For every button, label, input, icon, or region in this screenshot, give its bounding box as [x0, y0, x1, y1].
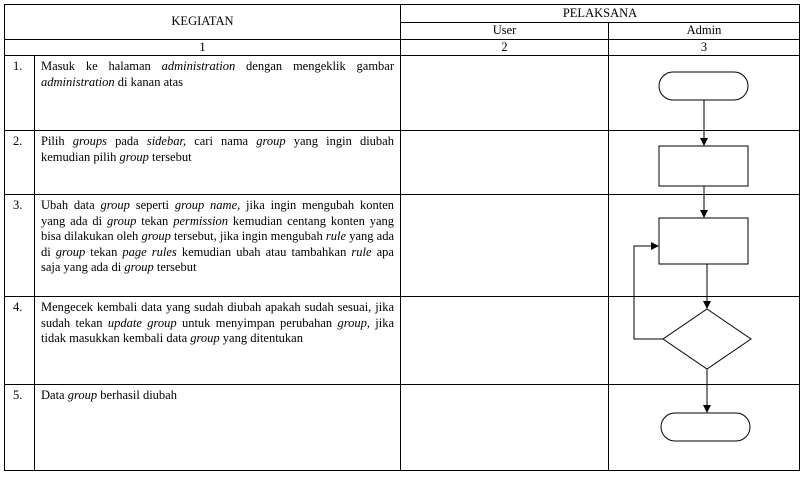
text-run: kemudian ubah atau tambahkan	[176, 244, 352, 259]
text-run: cari nama	[186, 134, 257, 148]
italic-term: group	[124, 260, 154, 274]
admin-cell	[609, 131, 800, 195]
italic-term: group	[119, 149, 149, 164]
user-cell	[401, 385, 609, 471]
sop-table	[4, 4, 800, 471]
italic-term: group	[190, 331, 220, 345]
step-number: 5.	[5, 385, 35, 471]
text-run: seperti	[129, 198, 175, 212]
italic-term: group name,	[174, 198, 241, 212]
step-description	[35, 297, 401, 385]
text-run: dengan mengeklik gambar	[235, 59, 395, 73]
admin-cell	[609, 195, 800, 297]
italic-term: administration	[161, 59, 236, 73]
user-cell	[401, 131, 609, 195]
text-run: yang ingin diubah kemudian pilih	[41, 134, 394, 164]
admin-cell	[609, 385, 800, 471]
text-run: apa saja yang ada di	[41, 244, 394, 274]
step-row	[5, 195, 800, 297]
step-number: 2.	[5, 131, 35, 195]
italic-term: group,	[337, 315, 370, 330]
italic-term: group	[106, 213, 137, 228]
header-col-1: 1	[5, 39, 401, 56]
italic-term: sidebar,	[146, 134, 187, 148]
text-run: Pilih	[41, 134, 73, 148]
step-text	[41, 59, 394, 90]
step-row	[5, 131, 800, 195]
step-row	[5, 385, 800, 471]
step-description	[35, 131, 401, 195]
step-number: 4.	[5, 297, 35, 385]
header-kegiatan: KEGIATAN	[5, 5, 401, 40]
header-admin: Admin	[609, 23, 800, 40]
italic-term: group	[100, 198, 130, 212]
user-cell	[401, 297, 609, 385]
step-text	[41, 300, 394, 347]
text-run: tersebut	[153, 260, 197, 274]
text-run: Masuk ke halaman	[41, 59, 162, 73]
text-run: tersebut, jika ingin mengubah	[170, 229, 326, 243]
italic-term: group	[256, 134, 286, 148]
header-row-numbers	[5, 39, 800, 56]
text-run: pada	[107, 134, 147, 148]
admin-cell	[609, 56, 800, 131]
italic-term: update group	[107, 315, 177, 330]
text-run: Mengecek kembali data yang sudah diubah apakah sudah sesuai, jika sudah tekan	[41, 300, 394, 330]
header-user: User	[401, 23, 609, 40]
header-row-top	[5, 5, 800, 23]
italic-term: rule	[325, 229, 347, 243]
step-number: 1.	[5, 56, 35, 131]
text-run: tersebut	[148, 149, 192, 164]
text-run: tekan	[136, 213, 174, 228]
user-cell	[401, 195, 609, 297]
text-run: Ubah data	[41, 198, 101, 212]
text-run: untuk menyimpan perubahan	[176, 315, 338, 330]
text-run: jika tidak masukkan kembali data	[41, 315, 395, 345]
italic-term: groups	[72, 134, 107, 148]
text-run: di kanan atas	[114, 74, 184, 89]
text-run: yang ditentukan	[219, 331, 303, 345]
text-run: Data	[41, 388, 68, 402]
step-row	[5, 297, 800, 385]
italic-term: rule	[351, 244, 372, 259]
user-cell	[401, 56, 609, 131]
italic-term: page rules	[122, 244, 177, 259]
italic-term: group	[55, 244, 86, 259]
step-description	[35, 195, 401, 297]
header-col-2: 2	[401, 39, 609, 56]
step-description	[35, 385, 401, 471]
text-run: yang ada di	[41, 229, 395, 259]
admin-cell	[609, 297, 800, 385]
step-row	[5, 56, 800, 131]
italic-term: group	[67, 388, 98, 402]
text-run: kemudian centang konten yang bisa dilakukan oleh	[41, 213, 394, 243]
header-col-3: 3	[609, 39, 800, 56]
step-description	[35, 56, 401, 131]
header-pelaksana: PELAKSANA	[401, 5, 800, 23]
text-run: berhasil diubah	[97, 388, 177, 402]
step-text	[41, 388, 394, 404]
text-run: tekan	[85, 244, 123, 259]
step-text	[41, 134, 394, 165]
step-number: 3.	[5, 195, 35, 297]
italic-term: group	[141, 229, 171, 243]
text-run: jika ingin mengubah konten yang ada di	[41, 198, 394, 228]
step-text	[41, 198, 394, 276]
italic-term: permission	[173, 213, 229, 228]
italic-term: administration	[41, 74, 115, 89]
